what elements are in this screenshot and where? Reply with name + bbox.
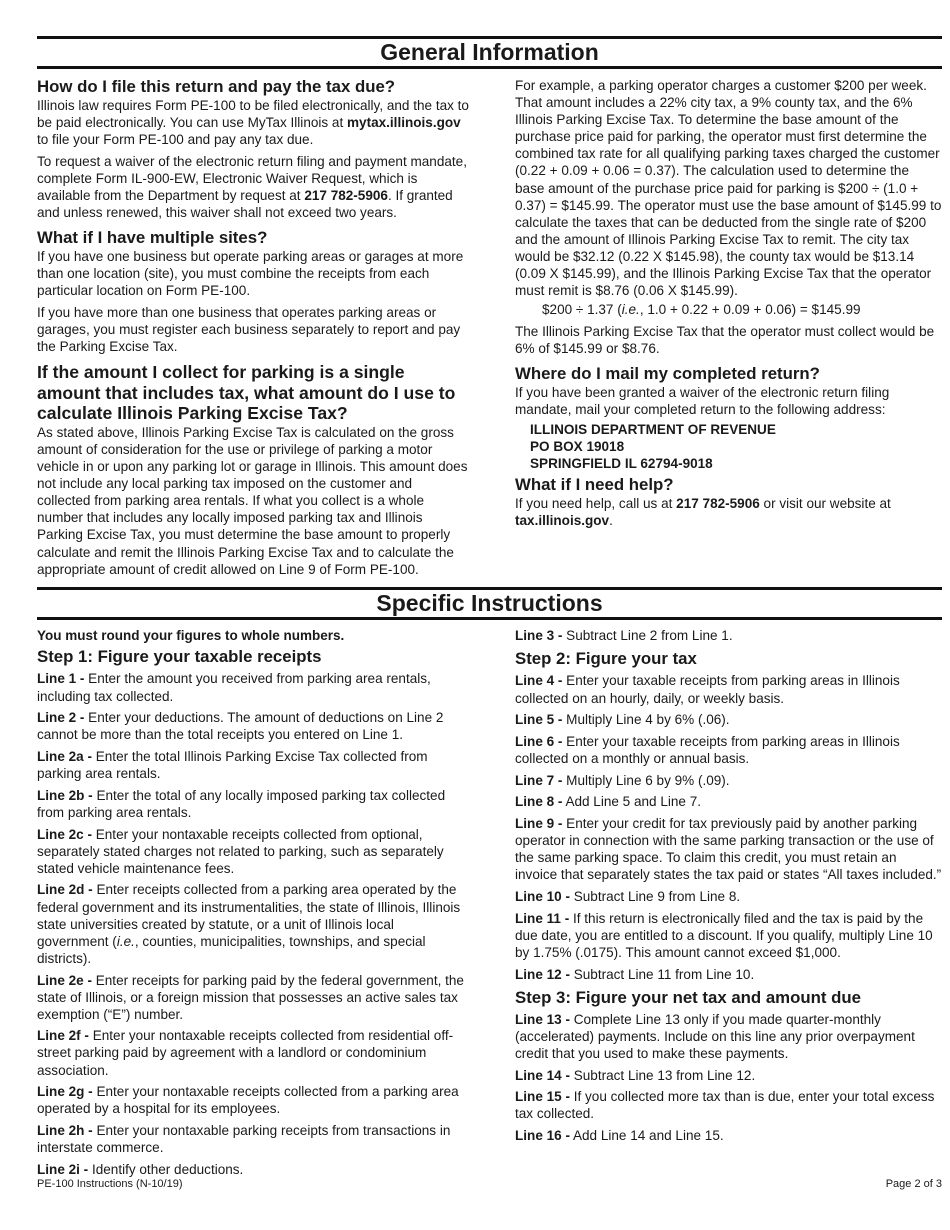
line-instruction: Line 8 - Add Line 5 and Line 7. xyxy=(515,794,702,810)
line-instruction: Line 2b - Enter the total of any locally imposed parking tax collected from parking area rentals. xyxy=(37,787,446,820)
line-instruction: Line 9 - Enter your credit for tax previously paid by another parking operator in connection with the same parking transaction or the use of the same parking space. To claim this credit, you must retain an invoice that separately states the tax paid or states “All taxes included.” xyxy=(515,816,942,883)
step3-heading: Step 3: Figure your net tax and amount due xyxy=(515,987,861,1007)
page-number: Page 2 of 3 xyxy=(885,1178,942,1190)
step2-lines xyxy=(515,672,942,982)
line-instruction: Line 2i - Identify other deductions. xyxy=(37,1161,244,1177)
step1-heading: Step 1: Figure your taxable receipts xyxy=(37,647,322,667)
line-instruction: Line 12 - Subtract Line 11 from Line 10. xyxy=(515,966,755,982)
specific-columns xyxy=(37,627,942,1182)
specific-left-column xyxy=(37,627,469,1182)
general-columns xyxy=(37,77,942,582)
line-3: Line 3 - Subtract Line 2 from Line 1. xyxy=(515,628,733,644)
line-instruction: Line 2h - Enter your nontaxable parking receipts from transactions in interstate commerce. xyxy=(37,1123,451,1156)
sites-paragraph-2: If you have more than one business that operates parking areas or garages, you must register each business separately to report and pay the Parking Excise Tax. xyxy=(37,305,461,355)
step3-lines xyxy=(515,1011,942,1144)
rounding-note: You must round your figures to whole numbers. xyxy=(37,628,345,644)
single-amount-heading: If the amount I collect for parking is a single amount that includes tax, what amount do I use to calculate Illinois Parking Excise Tax? xyxy=(37,362,456,424)
line-instruction: Line 1 - Enter the amount you received from parking area rentals, including tax collected. xyxy=(37,671,431,704)
line-instruction: Line 4 - Enter your taxable receipts from parking areas in Illinois collected on an hourly, daily, or weekly basis. xyxy=(515,673,900,706)
mailing-address xyxy=(515,421,942,472)
general-information-banner: General Information xyxy=(37,36,942,69)
line-instruction: Line 6 - Enter your taxable receipts from parking areas in Illinois collected on a monthly or annual basis. xyxy=(515,733,900,766)
phone-number: 217 782-5906 xyxy=(304,188,388,204)
line-instruction: Line 10 - Subtract Line 9 from Line 8. xyxy=(515,889,741,905)
single-amount-paragraph: As stated above, Illinois Parking Excise Tax is calculated on the gross amount of consideration for the use or privilege of parking a motor vehicle in or upon any parking lot or garage in Illinois. This amount does not include any local parking tax imposed on the customer and collected from parking area rentals. If what you collect is a whole number that includes any locally imposed parking tax and Illinois Parking Excise Tax, you must determine the base amount to properly calculate and remit the Illinois Parking Excise Tax and to calculate the appropriate amount of credit allowed on Line 9 of Form PE-100. xyxy=(37,424,468,577)
general-left-column xyxy=(37,77,469,582)
line-2d: Line 2d - Enter receipts collected from a parking area operated by the federal government and its instrumentalities, the state of Illinois, Illinois state universities created by statute, or a unit of Illinois local government (i.e., counties, municipalities, townships, and special districts). xyxy=(37,882,461,966)
step1-lines-continued xyxy=(37,972,469,1178)
website-link: tax.illinois.gov xyxy=(515,512,610,528)
page xyxy=(37,36,942,1183)
specific-instructions-banner: Specific Instructions xyxy=(37,587,942,620)
general-right-column xyxy=(515,77,942,582)
step1-lines xyxy=(37,670,469,876)
specific-right-column xyxy=(515,627,942,1182)
line-instruction: Line 16 - Add Line 14 and Line 15. xyxy=(515,1128,724,1144)
help-heading: What if I need help? xyxy=(515,474,674,494)
line-instruction: Line 2e - Enter receipts for parking paid by the federal government, the state of Illinois, or a foreign mission that possesses an active sales tax exemption (“E”) number. xyxy=(37,972,464,1022)
help-phone: 217 782-5906 xyxy=(676,495,760,511)
step2-heading: Step 2: Figure your tax xyxy=(515,649,697,669)
address-line-1: ILLINOIS DEPARTMENT OF REVENUE xyxy=(530,422,776,438)
sites-heading: What if I have multiple sites? xyxy=(37,228,268,248)
line-instruction: Line 2g - Enter your nontaxable receipts collected from a parking area operated by a hospital for its employees. xyxy=(37,1084,459,1117)
line-instruction: Line 2a - Enter the total Illinois Parking Excise Tax collected from parking area rentals. xyxy=(37,749,428,782)
line-instruction: Line 5 - Multiply Line 4 by 6% (.06). xyxy=(515,712,730,728)
file-paragraph-2: To request a waiver of the electronic return filing and payment mandate, complete Form IL-900-EW, Electronic Waiver Request, which is available from the Department by request at 217 782-5906. If granted and unless renewed, this waiver shall not exceed two years. xyxy=(37,153,467,221)
line-instruction: Line 2f - Enter your nontaxable receipts collected from residential off-street parking paid by agreement with a landlord or condominium association. xyxy=(37,1028,454,1078)
example-conclusion: The Illinois Parking Excise Tax that the operator must collect would be 6% of $145.99 or $8.76. xyxy=(515,323,935,356)
mytax-link: mytax.illinois.gov xyxy=(347,115,461,131)
line-instruction: Line 2 - Enter your deductions. The amount of deductions on Line 2 cannot be more than the total receipts you entered on Line 1. xyxy=(37,710,444,743)
help-paragraph: If you need help, call us at 217 782-5906 or visit our website at tax.illinois.gov. xyxy=(515,495,891,528)
sites-paragraph-1: If you have one business but operate parking areas or garages at more than one location (site), you must combine the receipts from each particular location on Form PE-100. xyxy=(37,249,464,299)
line-instruction: Line 2c - Enter your nontaxable receipts collected from optional, separately stated charges not related to parking, such as separately stated vehicle maintenance fees. xyxy=(37,826,444,876)
address-line-2: PO BOX 19018 xyxy=(530,439,625,455)
example-paragraph: For example, a parking operator charges a customer $200 per week. That amount includes a 22% city tax, a 9% county tax, and the 6% Illinois Parking Excise Tax. To determine the base amount of the purchase price paid for parking, the operator must first determine the combined tax rate for all qualifying parking taxes charged the customer (0.22 + 0.09 + 0.06 = 0.37). The calculation used to determine the base amount of the purchase price paid for parking is $200 ÷ (1.0 + 0.37) = $145.99. The operator must use the base amount of $145.99 to calculate the taxes that can be deducted from the single rate of $200 and the amount of Illinois Parking Excise Tax to remit. The city tax would be $32.12 (0.22 X $145.98), the county tax would be $13.14 (0.09 X $145.99), and the Illinois Parking Excise Tax that the operator must remit is $8.76 (0.06 X $145.99). xyxy=(515,78,942,299)
line-instruction: Line 13 - Complete Line 13 only if you made quarter-monthly (accelerated) payments. Include on this line any prior overpayment credit that you used to make these payments. xyxy=(515,1011,915,1061)
line-instruction: Line 14 - Subtract Line 13 from Line 12. xyxy=(515,1067,756,1083)
line-instruction: Line 7 - Multiply Line 6 by 9% (.09). xyxy=(515,772,730,788)
mail-paragraph: If you have been granted a waiver of the electronic return filing mandate, mail your completed return to the following address: xyxy=(515,385,890,418)
address-line-3: SPRINGFIELD IL 62794-9018 xyxy=(530,456,713,472)
line-instruction: Line 15 - If you collected more tax than is due, enter your total excess tax collected. xyxy=(515,1089,935,1122)
example-formula: $200 ÷ 1.37 (i.e., 1.0 + 0.22 + 0.09 + 0.06) = $145.99 xyxy=(542,302,861,318)
form-identifier: PE-100 Instructions (N-10/19) xyxy=(37,1178,183,1190)
mail-heading: Where do I mail my completed return? xyxy=(515,364,820,384)
page-footer xyxy=(37,1178,942,1190)
file-paragraph-1: Illinois law requires Form PE-100 to be filed electronically, and the tax to be paid electronically. You can use MyTax Illinois at mytax.illinois.gov to file your Form PE-100 and pay any tax due. xyxy=(37,98,469,148)
line-instruction: Line 11 - If this return is electronically filed and the tax is paid by the due date, you are entitled to a discount. If you qualify, multiply Line 10 by 1.75% (.0175). This amount cannot exceed $1,000. xyxy=(515,910,933,960)
file-heading: How do I file this return and pay the tax due? xyxy=(37,77,396,96)
